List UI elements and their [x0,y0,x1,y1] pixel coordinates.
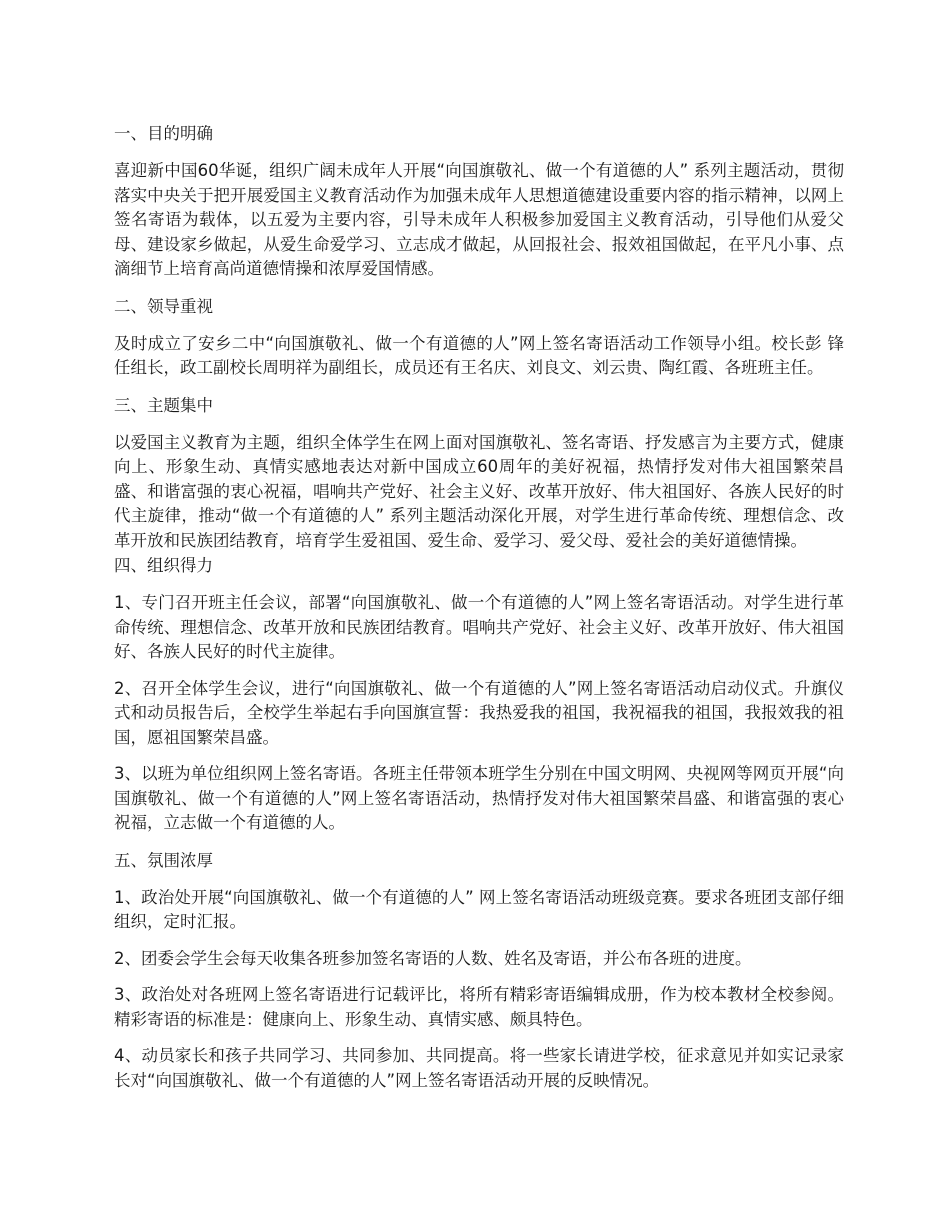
paragraph-organization-3: 3、以班为单位组织网上签名寄语。各班主任带领本班学生分别在中国文明网、央视网等网页开展“向国旗敬礼、做一个有道德的人”网上签名寄语活动，热情抒发对伟大祖国繁荣昌盛、和谐富强的衷心祝福，立志做一个有道德的人。 [114,764,844,832]
document-body [114,121,844,1105]
section-heading-leadership: 二、领导重视 [114,296,213,316]
section-heading-theme: 三、主题集中 [114,395,213,415]
paragraph-atmosphere-3: 3、政治处对各班网上签名寄语进行记载评比，将所有精彩寄语编辑成册，作为校本教材全校参阅。精彩寄语的标准是：健康向上、形象生动、真情实感、颇具特色。 [114,985,844,1029]
paragraph-leadership: 及时成立了安乡二中“向国旗敬礼、做一个有道德的人”网上签名寄语活动工作领导小组。校长彭 锋任组长，政工副校长周明祥为副组长，成员还有王名庆、刘良文、刘云贵、陶红霞、各班班主任。 [114,333,844,377]
section-heading-organization: 四、组织得力 [114,556,213,575]
paragraph-atmosphere-4: 4、动员家长和孩子共同学习、共同参加、共同提高。将一些家长请进学校，征求意见并如实记录家长对“向国旗敬礼、做一个有道德的人”网上签名寄语活动开展的反映情况。 [114,1046,844,1090]
paragraph-purpose: 喜迎新中国60华诞，组织广阔未成年人开展“向国旗敬礼、做一个有道德的人” 系列主题活动，贯彻落实中央关于把开展爱国主义教育活动作为加强未成年人思想道德建设重要内容的指示精神，以网上签名寄语为载体，以五爱为主要内容，引导未成年人积极参加爱国主义教育活动，引导他们从爱父母、建设家乡做起，从爱生命爱学习、立志成才做起，从回报社会、报效祖国做起，在平凡小事、点滴细节上培育高尚道德情操和浓厚爱国情感。 [114,161,844,278]
paragraph-organization-2: 2、召开全体学生会议，进行“向国旗敬礼、做一个有道德的人”网上签名寄语活动启动仪式。升旗仪式和动员报告后，全校学生举起右手向国旗宣誓：我热爱我的祖国，我祝福我的祖国，我报效我的祖国，愿祖国繁荣昌盛。 [114,678,844,747]
paragraph-atmosphere-1: 1、政治处开展“向国旗敬礼、做一个有道德的人” 网上签名寄语活动班级竞赛。要求各班团支部仔细组织，定时汇报。 [114,887,844,931]
paragraph-organization-1: 1、专门召开班主任会议，部署“向国旗敬礼、做一个有道德的人”网上签名寄语活动。对学生进行革命传统、理想信念、改革开放和民族团结教育。唱响共产党好、社会主义好、改革开放好、伟大祖国好、各族人民好的时代主旋律。 [114,593,844,661]
section-heading-atmosphere: 五、氛围浓厚 [114,850,213,870]
section-heading-purpose: 一、目的明确 [114,124,213,143]
paragraph-atmosphere-2: 2、团委会学生会每天收集各班参加签名寄语的人数、姓名及寄语，并公布各班的进度。 [114,948,752,968]
paragraph-theme: 以爱国主义教育为主题，组织全体学生在网上面对国旗敬礼、签名寄语、抒发感言为主要方式，健康向上、形象生动、真情实感地表达对新中国成立60周年的美好祝福，热情抒发对伟大祖国繁荣昌盛、和谐富强的衷心祝福，唱响共产党好、社会主义好、改革开放好、伟大祖国好、各族人民好的时代主旋律，推动“做一个有道德的人” 系列主题活动深化开展，对学生进行革命传统、理想信念、改革开放和民族团结教育，培育学生爱祖国、爱生命、爱学习、爱父母、爱社会的美好道德情操。 [114,432,844,550]
